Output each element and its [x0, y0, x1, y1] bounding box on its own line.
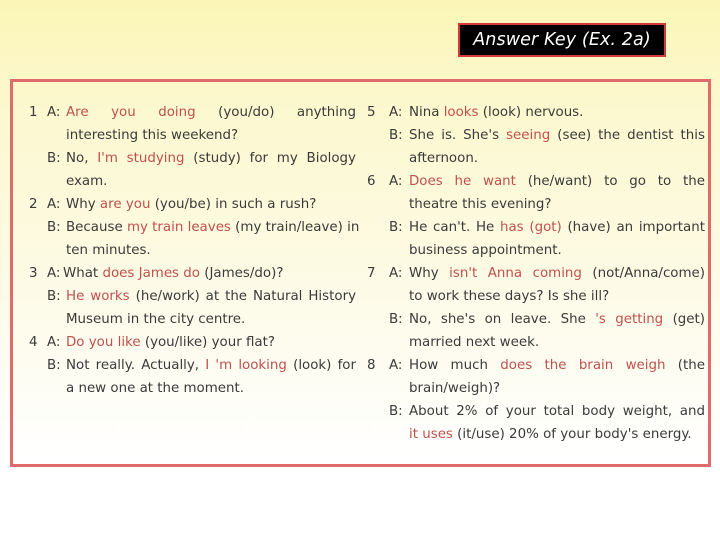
- answer-rest: (study) for my Biology: [193, 151, 356, 166]
- line-text: [409, 101, 705, 124]
- answer-pre: Because: [66, 220, 127, 235]
- answer-red: my train leaves: [126, 220, 236, 235]
- answer-line: [29, 308, 359, 331]
- line-text: [409, 308, 705, 331]
- line-text: a new one at the moment.: [66, 381, 245, 396]
- line-text: married next week.: [409, 335, 540, 350]
- answer-line: [29, 170, 359, 193]
- answer-line: [367, 377, 703, 400]
- line-text: [409, 354, 705, 377]
- answer-rest: (you/do) anything: [218, 105, 356, 120]
- line-text: [63, 262, 356, 285]
- line-text: interesting this weekend?: [66, 128, 239, 143]
- line-text: [409, 423, 705, 446]
- item-number: 7: [367, 266, 376, 281]
- answer-pre: Nina: [409, 105, 444, 120]
- line-text: [66, 216, 360, 239]
- line-text: [66, 101, 356, 124]
- answer-pre: No,: [66, 151, 98, 166]
- answer-rest: (it/use) 20% of your body's energy.: [457, 427, 692, 442]
- speaker-label: B:: [47, 289, 61, 304]
- answer-line: [29, 239, 359, 262]
- speaker-label: B:: [47, 220, 61, 235]
- speaker-label: B:: [389, 220, 403, 235]
- speaker-label: A:: [47, 197, 61, 212]
- answer-line: [29, 193, 359, 216]
- line-text: [409, 216, 705, 239]
- line-text: brain/weigh)?: [409, 381, 501, 396]
- answer-pre: He can't. He: [409, 220, 500, 235]
- speaker-label: A:: [47, 105, 61, 120]
- answer-rest: (look) nervous.: [482, 105, 584, 120]
- answer-red: I 'm looking: [205, 358, 294, 373]
- answer-red: Does he want: [409, 174, 528, 189]
- speaker-label: A:: [389, 105, 403, 120]
- answer-line: [29, 331, 359, 354]
- line-text: afternoon.: [409, 151, 479, 166]
- line-text: [66, 354, 356, 377]
- line-text: Museum in the city centre.: [66, 312, 246, 327]
- line-text: business appointment.: [409, 243, 562, 258]
- answer-red: does the brain weigh: [500, 358, 678, 373]
- answer-line: [29, 262, 359, 285]
- speaker-label: A:: [389, 358, 403, 373]
- answer-rest: (not/Anna/come): [592, 266, 705, 281]
- answer-red: looks: [443, 105, 483, 120]
- answer-line: [29, 285, 359, 308]
- answer-pre: How much: [409, 358, 501, 373]
- answer-line: [367, 239, 703, 262]
- answer-line: [367, 101, 703, 124]
- answer-line: [367, 423, 703, 446]
- answer-rest: (you/be) in such a rush?: [154, 197, 317, 212]
- answer-red: are you: [99, 197, 155, 212]
- speaker-label: B:: [389, 404, 403, 419]
- answer-rest: (my train/leave) in: [235, 220, 360, 235]
- answer-red: seeing: [506, 128, 558, 143]
- answer-line: [367, 308, 703, 331]
- answer-line: [367, 193, 703, 216]
- answer-pre: She is. She's: [409, 128, 507, 143]
- answer-line: [367, 262, 703, 285]
- answer-rest: (look) for: [293, 358, 357, 373]
- speaker-label: A:: [47, 335, 61, 350]
- answer-line: [29, 216, 359, 239]
- answer-pre: Why: [409, 266, 450, 281]
- item-number: 3: [29, 266, 38, 281]
- answer-rest: (get): [672, 312, 705, 327]
- speaker-label: B:: [47, 358, 61, 373]
- answer-line: [29, 354, 359, 377]
- answer-panel: [10, 79, 711, 467]
- line-text: [66, 285, 356, 308]
- answer-line: [367, 147, 703, 170]
- answer-line: [29, 101, 359, 124]
- line-text: [409, 124, 705, 147]
- speaker-label: A:: [389, 174, 403, 189]
- answer-red: isn't Anna coming: [449, 266, 593, 281]
- line-text: About 2% of your total body weight, and: [409, 404, 705, 419]
- line-text: [66, 193, 356, 216]
- answer-line: [367, 216, 703, 239]
- answer-line: [367, 124, 703, 147]
- answer-red: Are you doing: [66, 105, 219, 120]
- answer-rest: (James/do)?: [204, 266, 284, 281]
- line-text: exam.: [66, 174, 108, 189]
- line-text: ten minutes.: [66, 243, 151, 258]
- answer-line: [367, 170, 703, 193]
- left-column: [29, 101, 359, 400]
- item-number: 5: [367, 105, 376, 120]
- speaker-label: B:: [47, 151, 61, 166]
- line-text: [66, 331, 356, 354]
- answer-red: Do you like: [66, 335, 145, 350]
- answer-line: [29, 377, 359, 400]
- answer-line: [367, 331, 703, 354]
- answer-rest: (have) an important: [567, 220, 705, 235]
- answer-line: [367, 285, 703, 308]
- answer-pre: No, she's on leave. She: [409, 312, 596, 327]
- speaker-label: B:: [389, 312, 403, 327]
- item-number: 6: [367, 174, 376, 189]
- answer-rest: (he/want) to go to the: [527, 174, 705, 189]
- answer-pre: Why: [66, 197, 100, 212]
- line-text: [409, 262, 705, 285]
- right-column: [367, 101, 703, 446]
- answer-red: does James do: [102, 266, 205, 281]
- item-number: 1: [29, 105, 38, 120]
- line-text: to work these days? Is she ill?: [409, 289, 610, 304]
- answer-rest: (he/work) at the Natural History: [135, 289, 356, 304]
- answer-pre: Not really. Actually,: [66, 358, 206, 373]
- answer-line: [367, 354, 703, 377]
- item-number: 4: [29, 335, 38, 350]
- item-number: 2: [29, 197, 38, 212]
- answer-red: has (got): [499, 220, 568, 235]
- answer-red: it uses: [409, 427, 458, 442]
- answer-rest: (you/like) your flat?: [144, 335, 275, 350]
- answer-key-title-box: [458, 23, 666, 57]
- line-text: [66, 147, 356, 170]
- answer-line: [29, 147, 359, 170]
- answer-red: I'm studying: [97, 151, 194, 166]
- answer-red: He works: [66, 289, 136, 304]
- answer-key-title: Answer Key (Ex. 2a): [473, 30, 651, 50]
- answer-line: [367, 400, 703, 423]
- item-number: 8: [367, 358, 376, 373]
- speaker-label: A:: [389, 266, 403, 281]
- speaker-label: A:: [47, 266, 61, 281]
- answer-rest: (see) the dentist this: [557, 128, 705, 143]
- answer-line: [29, 124, 359, 147]
- answer-rest: (the: [677, 358, 705, 373]
- line-text: [409, 170, 705, 193]
- answer-pre: What: [63, 266, 103, 281]
- line-text: theatre this evening?: [409, 197, 552, 212]
- speaker-label: B:: [389, 128, 403, 143]
- answer-red: 's getting: [595, 312, 673, 327]
